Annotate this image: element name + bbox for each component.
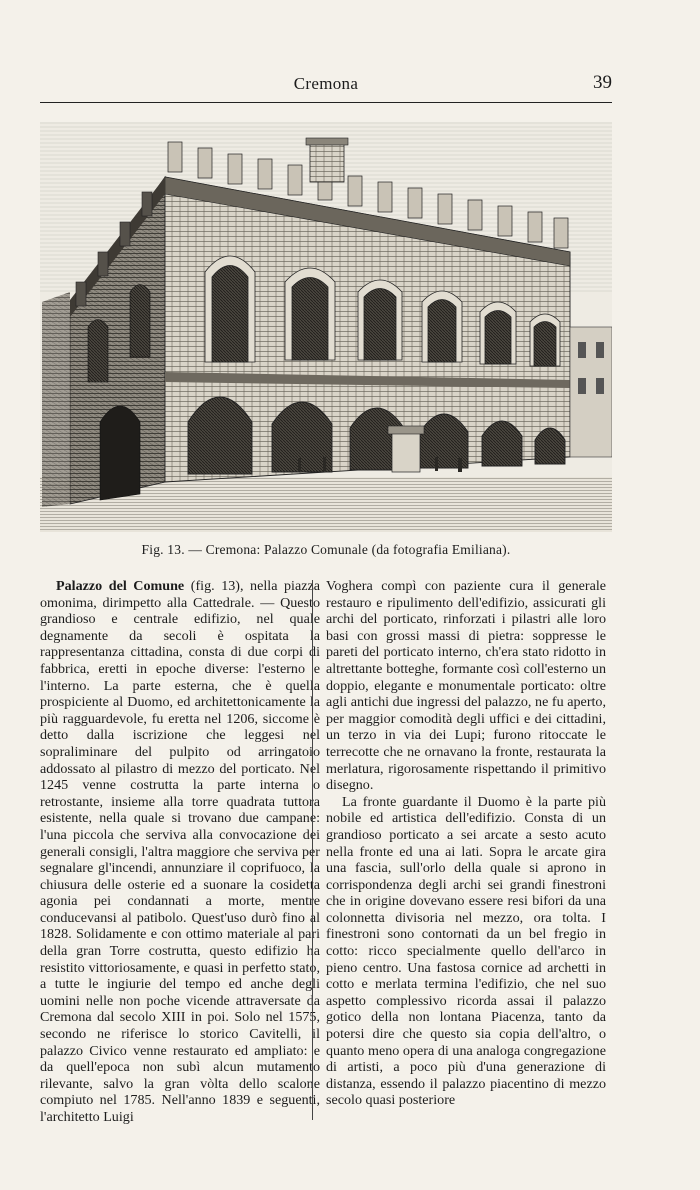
right-column <box>326 578 606 1109</box>
entry-heading: Palazzo del Comune <box>56 578 185 594</box>
page-number: 39 <box>593 72 612 93</box>
paragraph-restoration: Voghera compì con paziente cura il generale restauro e ripulimento dell'edifizio, assicurati gli archi del porticato, rinforzati i pilastri alle loro basi con grossi massi di pietra: soppresse le pareti del porticato interno, ch'era stato ridotto in altrettante botteghe, formante così coll'esterno un doppio, elegante e monumentale porticato: oltre agli antichi due ingressi del palazzo, ne fu aperto, per maggior comodità degli uffici e dei cittadini, un terzo in via dei Lupi; furono ritoccate le terrecotte che ne ornavano la fronte, restaurata la merlatura, rigorosamente rispettando il primitivo disegno. <box>326 578 606 794</box>
paragraph-facade: La fronte guardante il Duomo è la parte più nobile ed artistica dell'edifizio. Consta di un grandioso porticato a sei arcate a sesto acuto nella fronte ed una ai lati. Sopra le arcate gira una fascia, sull'orlo della quale si aprono in corrispondenza degli archi sei grandi finestroni che in origine dovevano essere resi bifori da una colonnetta divisoria nel mezzo, ora tolta. I finestroni sono contornati da un bel fregio in cotto: ricco specialmente quello dell'arco in pieno centro. Una fastosa cornice ad archetti in cotto e merlata termina l'edifizio, che nel suo aspetto complessivo ricorda assai il palazzo gotico della non lontana Piacenza, tanto da potersi dire che questo sia copia dell'altro, o quanto meno opera di una analoga congregazione di artisti, a poco più d'una generazione di distanza, essendo il palazzo piacentino di mezzo secolo quasi posteriore <box>326 793 606 1109</box>
left-column-text: (fig. 13), nella piazza omonima, dirimpetto alla Cattedrale. — Questo grandioso e centrale edifizio, nel quale degnamente da secoli è ospitata la rappresentanza cittadina, consta di due corpi di fabbrica, eretti in epoche diverse: l'esterno e l'interno. La parte esterna, che è quella prospiciente al Duomo, ed architettonicamente la più ragguardevole, fu eretta nel 1206, siccome è detto dalla iscrizione che leggesi nel sopraliminare del pulpito od arringatoio addossato al pilastro di mezzo del porticato. Nel 1245 venne costrutta la parte interna o retrostante, insieme alla torre quadrata tuttora esistente, nella quale si trovano due campane: l'una piccola che serviva alla convocazione dei generali consigli, l'altra maggiore che serviva per segnalare gl'incendi, annunziare il coprifuoco, la chiusura delle osterie ed a suonare la cosidetta agonia pei condannati a morte, mentre conducevansi al patibolo. Quest'uso durò fino al 1828. Solidamente e con ottimo materiale al pari della gran Torre costrutta, questo edifizio ha resistito vittoriosamente, e quasi in perfetto stato, a tutte le ingiurie del tempo ed anche degli uomini nelle non poche vicende attraversate da Cremona dal secolo XIII in poi. Solo nel 1575, secondo ne riferisce lo storico Cavitelli, il palazzo Civico venne restaurato ed ampliato: e da quell'epoca non subì alcun mutamento rilevante, salvo la gran vòlta dello scalone compiuto nel 1785. Nell'anno 1839 e seguenti, l'architetto Luigi <box>40 578 320 1125</box>
paragraph-palazzo-del-comune <box>40 578 320 1126</box>
header-rule <box>40 102 612 103</box>
running-title: Cremona <box>293 74 359 93</box>
engraving-illustration <box>40 122 612 532</box>
figure-caption: Fig. 13. — Cremona: Palazzo Comunale (da fotografia Emiliana). <box>141 542 511 557</box>
palazzo-comunale-engraving <box>40 122 612 532</box>
column-divider <box>312 580 313 1120</box>
running-header <box>40 74 612 102</box>
left-column <box>40 578 320 1126</box>
